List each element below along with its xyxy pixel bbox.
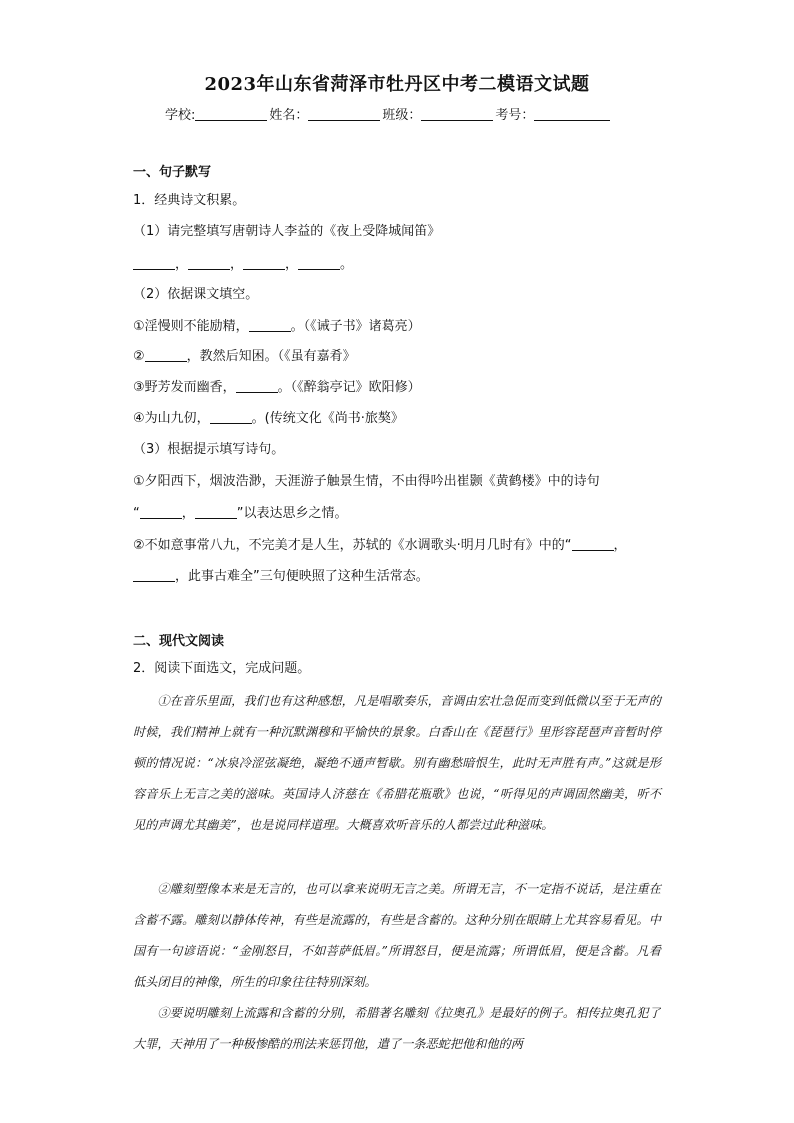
- exam-no-label: 考号：: [495, 108, 535, 123]
- answer-blank[interactable]: [133, 569, 175, 582]
- q1-sub1: （1）请完整填写唐朝诗人李益的《夜上受降城闻笛》: [133, 224, 441, 239]
- q1-sub2-item4: ④为山九仞， 。(传统文化《尚书·旅獒》: [133, 411, 404, 426]
- answer-blank[interactable]: [572, 538, 614, 551]
- class-label: 班级：: [382, 108, 422, 123]
- answer-blank[interactable]: [195, 506, 237, 519]
- q1-sub3-prompt2: ②不如意事常八九，不完美才是人生，苏轼的《水调歌头·明月几时有》中的“ ，: [133, 538, 627, 553]
- answer-blank[interactable]: [236, 380, 278, 393]
- q1-sub3: （3）根据提示填写诗句。: [133, 442, 285, 457]
- name-blank[interactable]: [308, 108, 380, 121]
- q1-sub1-blanks: ， ， ， 。: [133, 256, 353, 274]
- question1-stem: 1．经典诗文积累。: [133, 193, 246, 208]
- answer-blank[interactable]: [140, 506, 182, 519]
- q1-sub2: （2）依据课文填空。: [133, 287, 259, 302]
- answer-blank[interactable]: [133, 257, 175, 270]
- answer-blank[interactable]: [243, 257, 285, 270]
- question2-stem: 2．阅读下面选文，完成问题。: [133, 661, 311, 676]
- section2-heading: 二、现代文阅读: [133, 634, 225, 649]
- school-label: 学校:: [165, 108, 196, 123]
- exam-no-blank[interactable]: [534, 108, 610, 121]
- q1-sub3-prompt1: ①夕阳西下，烟波浩渺，天涯游子触景生情，不由得吟出崔颢《黄鹤楼》中的诗句: [133, 474, 600, 489]
- reading-paragraph-1: ①在音乐里面，我们也有这种感想，凡是唱歌奏乐，音调由宏壮急促而变到低微以至于无声的时候，我们精神上就有一种沉默渊穆和平愉快的景象。白香山在《琵琶行》里形容琵琶声音暂时停顿的情况说：“冰泉冷涩弦凝绝，凝绝不通声暂歇。别有幽愁暗恨生，此时无声胜有声。”这就是形容音乐上无言之美的滋味。英国诗人济慈在《希腊花瓶歌》也说，“听得见的声调固然幽美，听不见的声调尤其幽美”，也是说同样道理。大概喜欢听音乐的人都尝过此种滋味。: [133, 694, 661, 832]
- answer-blank[interactable]: [298, 257, 340, 270]
- q1-sub3-prompt1-blanks: “ ， ”以表达思乡之情。: [133, 506, 348, 521]
- answer-blank[interactable]: [210, 411, 252, 424]
- answer-blank[interactable]: [188, 257, 230, 270]
- student-info-line: [165, 104, 612, 123]
- q1-sub3-prompt2-cont: ，此事古难全”三句便映照了这种生活常态。: [133, 568, 429, 586]
- answer-blank[interactable]: [249, 319, 291, 332]
- reading-paragraph-2: ②雕刻塑像本来是无言的，也可以拿来说明无言之美。所谓无言，不一定指不说话，是注重在含蓄不露。雕刻以静体传神，有些是流露的，有些是含蓄的。这种分别在眼睛上尤其容易看见。中国有一句谚语说：“金刚怒目，不如菩萨低眉。”所谓怒目，便是流露；所谓低眉，便是含蓄。凡看低头闭目的神像，所生的印象往往特别深刻。: [133, 882, 661, 989]
- exam-title: 2023年山东省菏泽市牡丹区中考二模语文试题: [204, 74, 590, 95]
- reading-paragraph-3: ③要说明雕刻上流露和含蓄的分别，希腊著名雕刻《拉奥孔》是最好的例子。相传拉奥孔犯了大罪，天神用了一种极惨酷的刑法来惩罚他，遣了一条恶蛇把他和他的两: [133, 1006, 661, 1051]
- answer-blank[interactable]: [145, 349, 187, 362]
- section1-heading: 一、句子默写: [133, 165, 212, 180]
- q1-sub2-item3: ③野芳发而幽香， 。（《醉翁亭记》欧阳修）: [133, 380, 421, 395]
- school-blank[interactable]: [195, 108, 267, 121]
- q1-sub2-item2: ② ，教然后知困。（《虽有嘉肴》: [133, 349, 356, 364]
- class-blank[interactable]: [421, 108, 493, 121]
- name-label: 姓名：: [269, 108, 309, 123]
- q1-sub2-item1: ①淫慢则不能励精， 。（《诫子书》诸葛亮）: [133, 319, 421, 334]
